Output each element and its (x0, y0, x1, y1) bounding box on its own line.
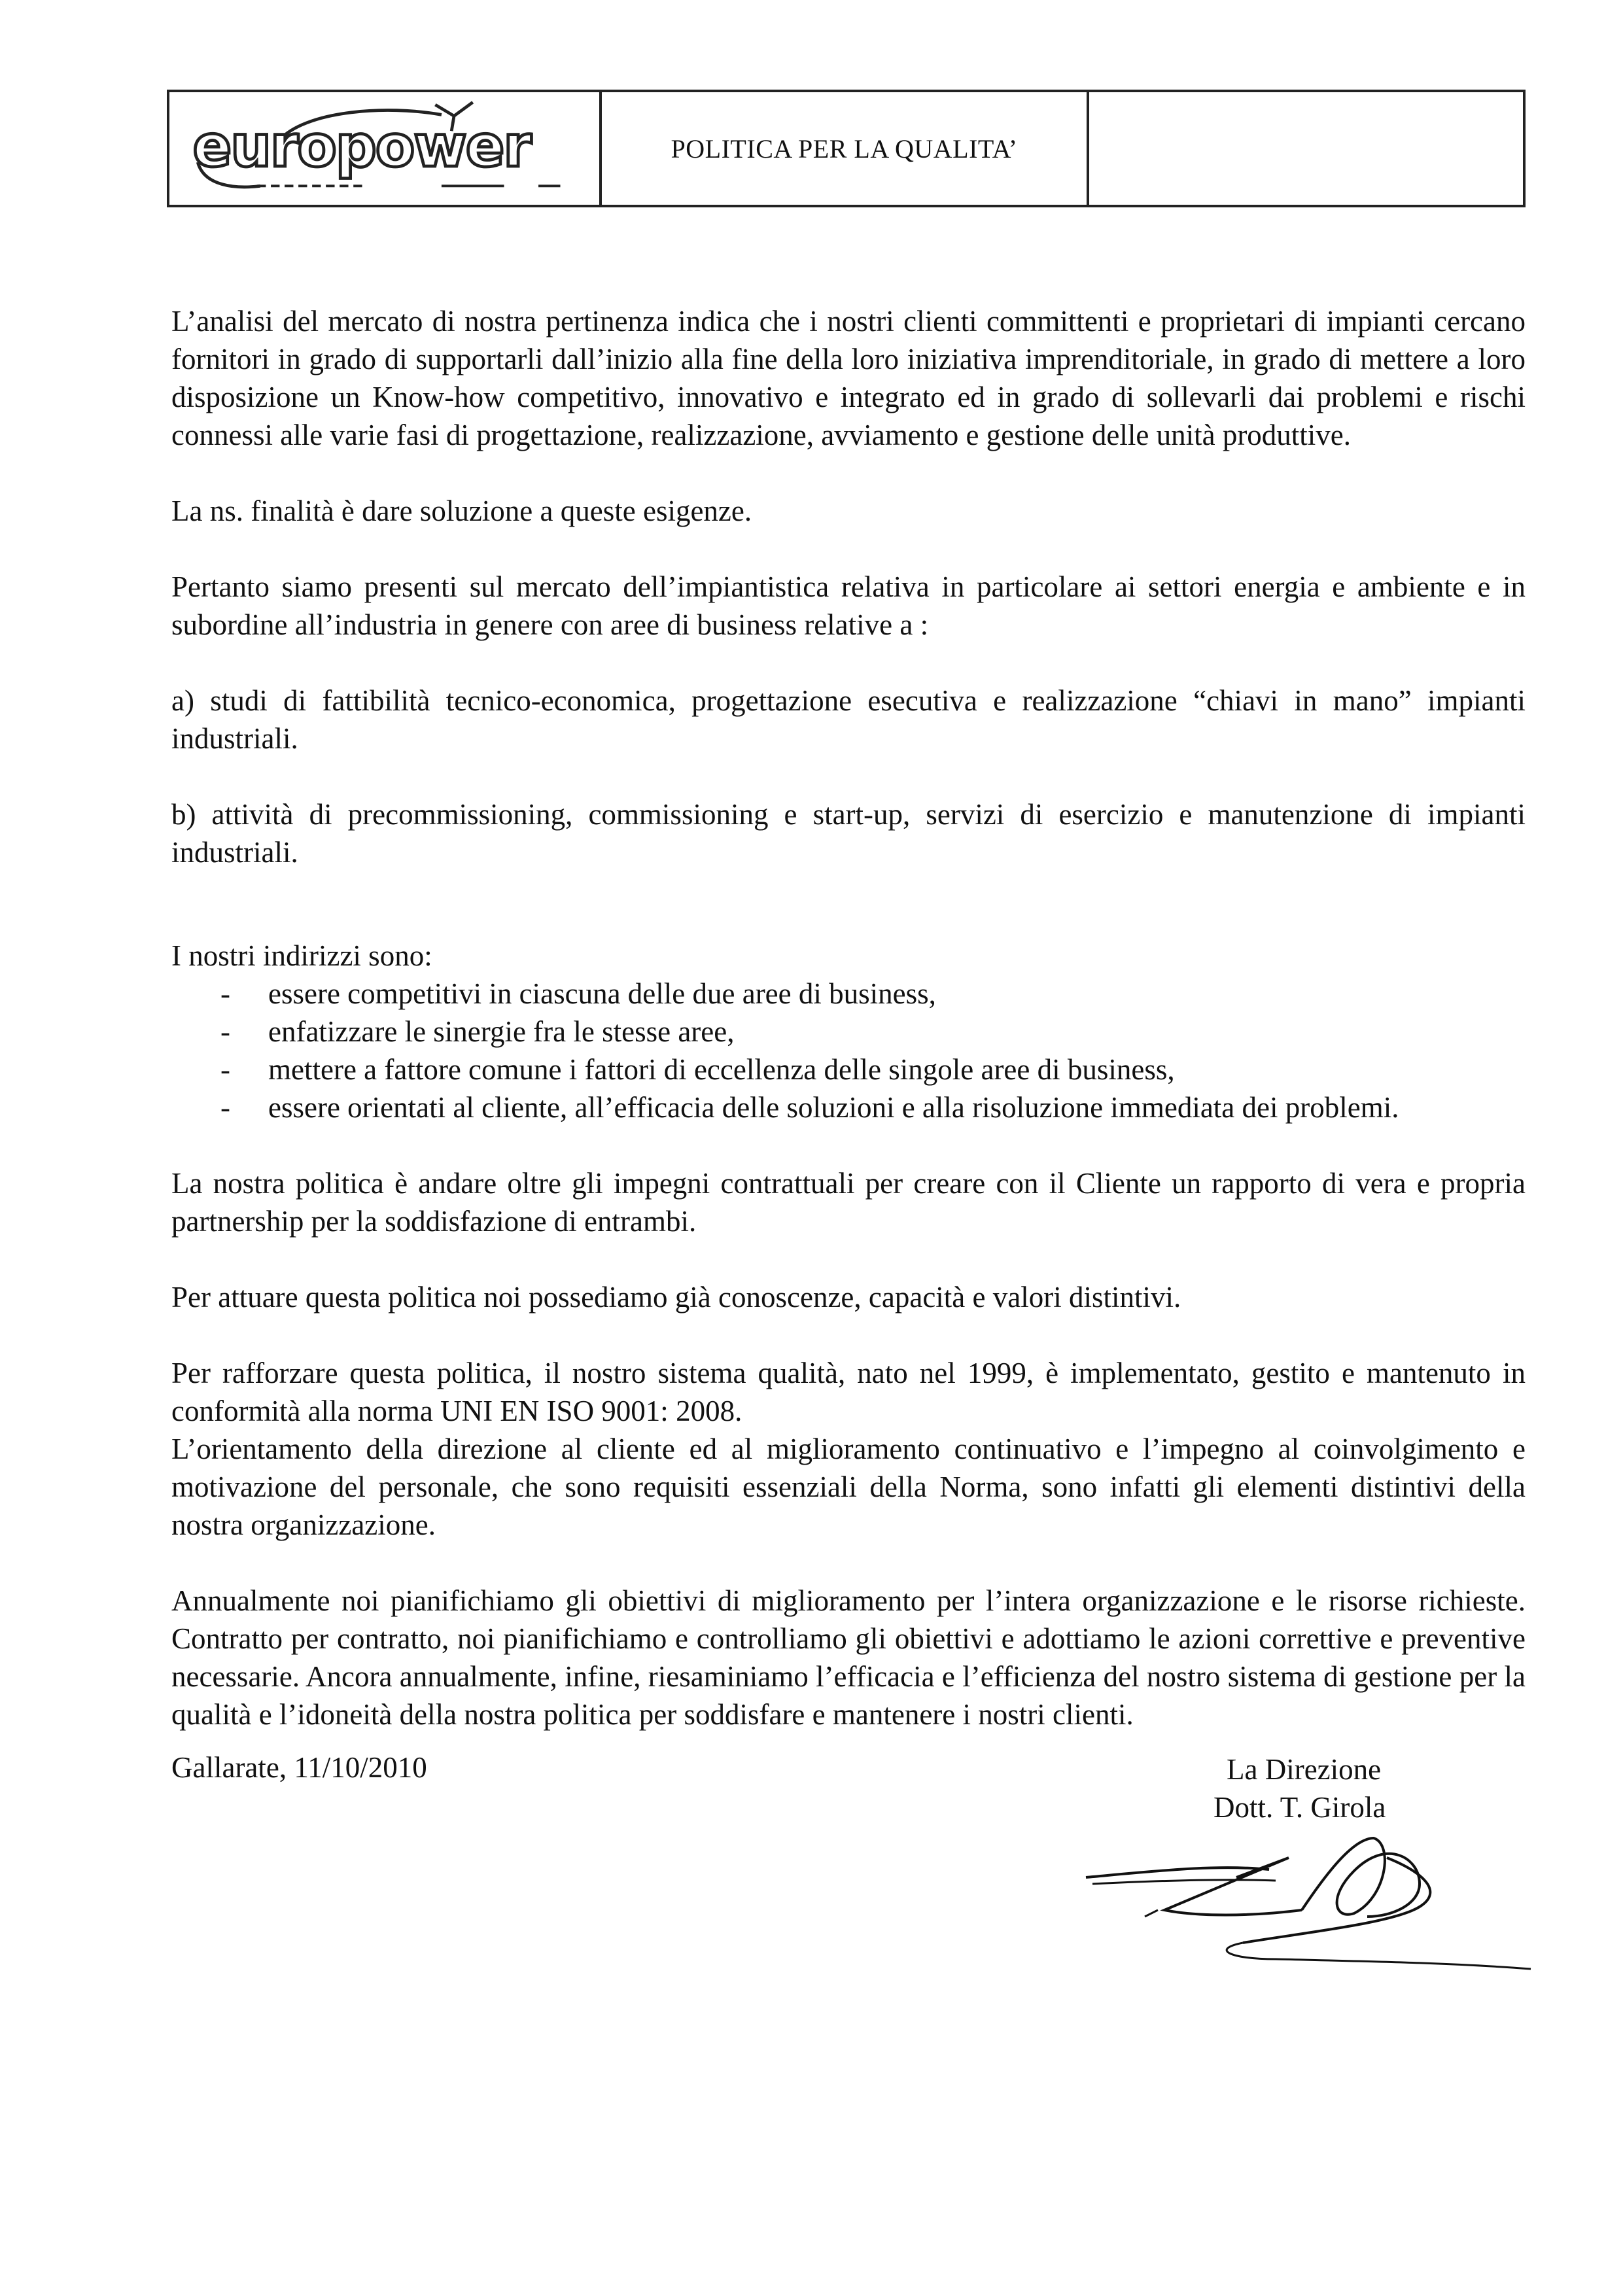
paragraph-market-presence: Pertanto siamo presenti sul mercato dell’impiantistica relativa in particolare ai settori energia e ambiente e in subordine all’industria in genere con aree di business relative a : (171, 570, 1526, 641)
paragraph-purpose: La ns. finalità è dare soluzione a queste esigenze. (171, 495, 752, 527)
document-header (167, 90, 1526, 207)
document-title: POLITICA PER LA QUALITA’ (602, 92, 1089, 205)
place-and-date: Gallarate, 11/10/2010 (171, 1751, 427, 1784)
header-empty-cell (1089, 92, 1523, 205)
guidelines-list (171, 975, 1526, 1126)
handwritten-signature (1079, 1818, 1537, 2021)
paragraph-annual-review: Annualmente noi pianifichiamo gli obiettivi di miglioramento per l’intera organizzazione e le risorse richieste. Contratto per contratto, noi pianifichiamo e controlliamo gli obiettivi e adottiamo le azioni correttive e preventive necessarie. Ancora annualmente, infine, riesaminiamo l’efficacia e l’efficienza del nostro sistema di gestione per la qualità e l’idoneità della nostra politica per soddisfare e mantenere i nostri clienti. (171, 1584, 1526, 1731)
signature-block (1213, 1750, 1399, 1826)
list-item: - essere competitivi in ciascuna delle due aree di business, (220, 977, 936, 1010)
list-item: - mettere a fattore comune i fattori di eccellenza delle singole aree di business, (220, 1053, 1175, 1086)
svg-text:europower: europower (192, 112, 531, 180)
paragraph-business-area-b: b) attività di precommissioning, commissioning e start-up, servizi di esercizio e manutenzione di impianti industriali. (171, 798, 1526, 869)
paragraph-market-analysis: L’analisi del mercato di nostra pertinenza indica che i nostri clienti committenti e proprietari di impianti cercano fornitori in grado di supportarli dall’inizio alla fine della loro iniziativa imprenditoriale, in grado di mettere a loro disposizione un Know-how competitivo, innovativo e integrato ed in grado di sollevarli dai problemi e rischi connessi alle varie fasi di progettazione, realizzazione, avviamento e gestione delle unità produttive. (171, 305, 1526, 451)
signer-role: La Direzione (1227, 1753, 1382, 1786)
paragraph-guidelines-intro: I nostri indirizzi sono: (171, 939, 432, 972)
signer-name: Dott. T. Girola (1213, 1791, 1386, 1824)
paragraph-capabilities: Per attuare questa politica noi possediamo già conoscenze, capacità e valori distintivi. (171, 1281, 1181, 1313)
paragraph-business-area-a: a) studi di fattibilità tecnico-economica, progettazione esecutiva e realizzazione “chiavi in mano” impianti industriali. (171, 684, 1526, 755)
document-body (171, 302, 1526, 1733)
list-item: - essere orientati al cliente, all’efficacia delle soluzioni e alla risoluzione immediata dei problemi. (220, 1091, 1399, 1124)
logo-cell (169, 92, 602, 205)
paragraph-orientation: L’orientamento della direzione al cliente ed al miglioramento continuativo e l’impegno al coinvolgimento e motivazione del personale, che sono requisiti essenziali della Norma, sono infatti gli elementi distintivi della nostra organizzazione. (171, 1433, 1526, 1541)
paragraph-quality-system: Per rafforzare questa politica, il nostro sistema qualità, nato nel 1999, è implementato, gestito e mantenuto in conformità alla norma UNI EN ISO 9001: 2008. (171, 1357, 1526, 1427)
paragraph-policy: La nostra politica è andare oltre gli impegni contrattuali per creare con il Cliente un rapporto di vera e propria partnership per la soddisfazione di entrambi. (171, 1167, 1526, 1238)
europower-logo (169, 92, 599, 205)
list-item: - enfatizzare le sinergie fra le stesse aree, (220, 1015, 735, 1048)
